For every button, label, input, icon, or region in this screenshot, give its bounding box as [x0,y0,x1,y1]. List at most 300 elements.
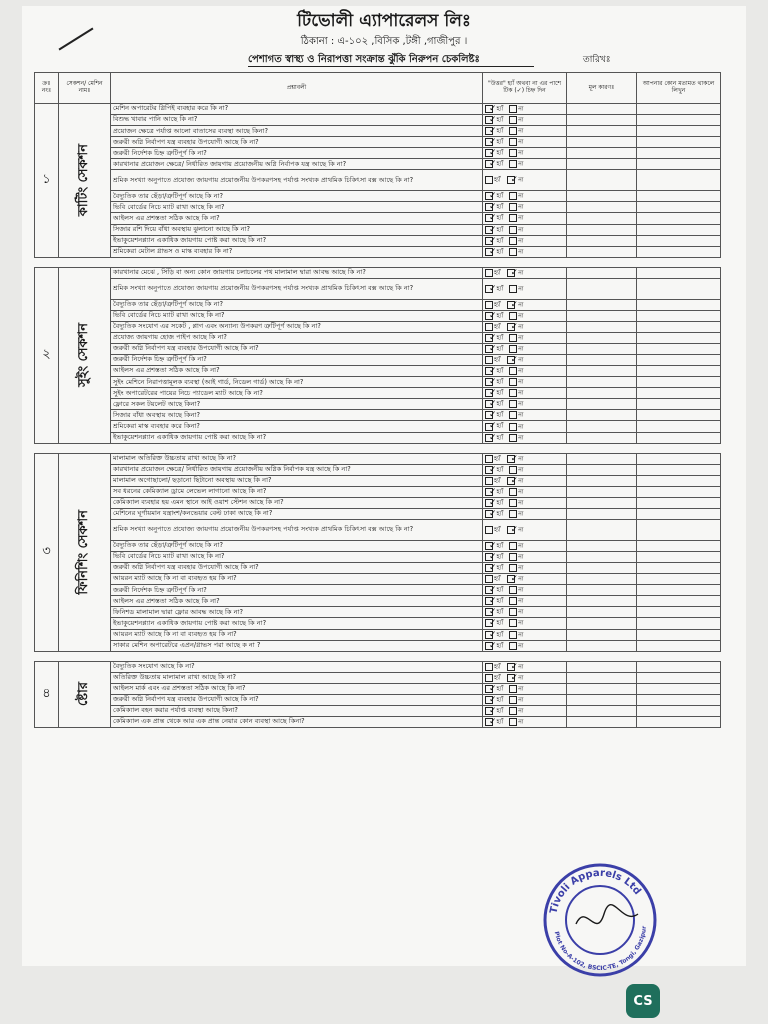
answer-option-yes[interactable] [485,115,503,125]
checkbox-no[interactable] [509,226,517,234]
answer-option-yes[interactable] [485,344,503,354]
root-cause-cell[interactable] [567,464,637,475]
answer-cell [483,202,567,213]
checkbox-no[interactable] [509,378,517,386]
root-cause-cell[interactable] [567,321,637,332]
suggestion-cell[interactable] [637,159,721,170]
answer-option-yes[interactable] [485,104,503,114]
root-cause-cell[interactable] [567,366,637,377]
answer-option-no[interactable] [509,488,523,496]
root-cause-cell[interactable] [567,332,637,343]
check-mark-icon: ✓ [489,213,497,224]
checkbox-no[interactable] [509,312,517,320]
suggestion-cell[interactable] [637,170,721,191]
answer-label-yes: হ্যাঁ [496,542,504,550]
suggestion-cell[interactable] [637,596,721,607]
answer-option-yes[interactable] [485,236,503,246]
checkbox-no[interactable] [509,586,517,594]
answer-option-yes[interactable] [485,377,503,387]
checklist-row [35,224,721,235]
answer-label-yes: হ্যাঁ [496,237,504,245]
suggestion-cell[interactable] [637,705,721,716]
root-cause-cell[interactable] [567,520,637,541]
answer-option-yes[interactable] [485,126,503,136]
check-mark-icon: ✓ [489,399,497,410]
answer-option-no[interactable] [507,525,524,535]
checkbox-no[interactable] [509,285,517,293]
checklist-row [35,191,721,202]
checkbox-no[interactable] [509,499,517,507]
suggestion-cell[interactable] [637,683,721,694]
suggestion-cell[interactable] [637,585,721,596]
answer-option-yes[interactable] [485,148,503,158]
answer-option-no[interactable] [509,718,523,726]
col-question-header: প্রশ্নাবলী [111,73,483,104]
answer-option-yes[interactable] [485,526,501,534]
root-cause-cell[interactable] [567,278,637,299]
answer-option-no[interactable] [509,192,523,200]
checkbox-yes[interactable] [485,455,493,463]
root-cause-cell[interactable] [567,672,637,683]
answer-option-yes[interactable] [485,563,503,573]
checkbox-no[interactable] [509,367,517,375]
checkbox-no[interactable] [509,423,517,431]
answer-cell [483,497,567,508]
answer-option-no[interactable] [509,619,523,627]
root-cause-cell[interactable] [567,388,637,399]
answer-option-yes[interactable] [485,176,501,184]
suggestion-cell[interactable] [637,640,721,651]
checkbox-no[interactable] [509,389,517,397]
root-cause-cell[interactable] [567,563,637,574]
suggestion-cell[interactable] [637,618,721,629]
answer-option-yes[interactable] [485,301,501,309]
answer-option-no[interactable] [509,597,523,605]
answer-option-yes[interactable] [485,465,503,475]
checkbox-no[interactable] [509,542,517,550]
checkbox-no[interactable] [509,214,517,222]
question-text: বৈদ্যুতিক তার ছেঁড়া/ত্রুটিপূর্ণ আছে কি না? [111,191,483,202]
checkbox-no[interactable] [509,192,517,200]
root-cause-cell[interactable] [567,410,637,421]
check-mark-icon: ✓ [489,683,497,694]
answer-option-no[interactable] [509,138,523,146]
answer-option-no[interactable] [509,434,523,442]
answer-option-no[interactable] [509,411,523,419]
root-cause-cell[interactable] [567,246,637,257]
answer-option-no[interactable] [509,285,523,293]
answer-option-yes[interactable] [485,159,503,169]
suggestion-cell[interactable] [637,520,721,541]
answer-option-no[interactable] [509,214,523,222]
answer-option-yes[interactable] [485,356,501,364]
suggestion-cell[interactable] [637,355,721,366]
suggestion-cell[interactable] [637,661,721,672]
root-cause-cell[interactable] [567,159,637,170]
answer-option-yes[interactable] [485,284,503,294]
checkbox-no[interactable] [509,400,517,408]
checklist-row [35,629,721,640]
answer-option-yes[interactable] [485,323,501,331]
root-cause-cell[interactable] [567,661,637,672]
checkbox-yes[interactable] [485,323,493,331]
answer-option-no[interactable] [509,127,523,135]
root-cause-cell[interactable] [567,213,637,224]
answer-option-yes[interactable] [485,213,503,223]
answer-option-no[interactable] [509,608,523,616]
answer-label-yes: হ্যাঁ [496,400,504,408]
checkbox-yes[interactable] [485,477,493,485]
answer-label-yes: হ্যাঁ [494,575,501,583]
question-text: জরুরী নির্দেশক চিহ্ন ত্রুটিপূর্ণ কি না? [111,148,483,159]
check-mark-icon: ✓ [489,202,497,213]
suggestion-cell[interactable] [637,607,721,618]
answer-option-yes[interactable] [485,630,503,640]
suggestion-cell[interactable] [637,388,721,399]
checkbox-no[interactable] [509,203,517,211]
answer-option-no[interactable] [509,696,523,704]
suggestion-cell[interactable] [637,486,721,497]
checkbox-yes[interactable] [485,301,493,309]
checkbox-no[interactable] [509,642,517,650]
answer-option-no[interactable] [509,237,523,245]
suggestion-cell[interactable] [637,137,721,148]
answer-option-no[interactable] [509,116,523,124]
root-cause-cell[interactable] [567,137,637,148]
root-cause-cell[interactable] [567,235,637,246]
checkbox-no[interactable] [509,718,517,726]
answer-option-yes[interactable] [485,399,503,409]
root-cause-cell[interactable] [567,475,637,486]
answer-option-no[interactable] [507,322,524,332]
answer-option-yes[interactable] [485,552,503,562]
answer-option-yes[interactable] [485,684,503,694]
suggestion-cell[interactable] [637,421,721,432]
check-mark-icon: ✓ [489,705,497,716]
suggestion-cell[interactable] [637,321,721,332]
answer-option-yes[interactable] [485,498,503,508]
answer-option-yes[interactable] [485,487,503,497]
answer-option-yes[interactable] [485,585,503,595]
checkbox-no[interactable] [509,138,517,146]
answer-option-yes[interactable] [485,674,501,682]
answer-option-yes[interactable] [485,269,501,277]
checkbox-no[interactable] [509,510,517,518]
checkbox-no[interactable] [509,434,517,442]
answer-option-no[interactable] [509,312,523,320]
answer-option-no[interactable] [509,707,523,715]
answer-option-yes[interactable] [485,596,503,606]
answer-option-no[interactable] [507,574,524,584]
suggestion-cell[interactable] [637,343,721,354]
checkbox-no[interactable] [509,597,517,605]
answer-option-no[interactable] [509,499,523,507]
root-cause-cell[interactable] [567,705,637,716]
answer-option-yes[interactable] [485,477,501,485]
root-cause-cell[interactable] [567,421,637,432]
answer-option-no[interactable] [507,662,524,672]
checkbox-no[interactable] [509,116,517,124]
answer-option-no[interactable] [509,423,523,431]
suggestion-cell[interactable] [637,464,721,475]
company-name: টিভোলী এ্যাপারেলস লিঃ [297,11,471,31]
checkbox-no[interactable] [509,608,517,616]
answer-option-no[interactable] [509,510,523,518]
answer-option-yes[interactable] [485,225,503,235]
checkbox-no[interactable] [509,160,517,168]
answer-option-yes[interactable] [485,663,501,671]
suggestion-cell[interactable] [637,310,721,321]
check-mark-icon: ✓ [510,475,519,486]
check-mark-icon: ✓ [489,343,497,354]
question-text: আইলস মার্ক এবং এর প্রশস্ততা সঠিক আছে কি না? [111,683,483,694]
check-mark-icon: ✓ [489,115,497,126]
root-cause-cell[interactable] [567,585,637,596]
suggestion-cell[interactable] [637,497,721,508]
answer-option-yes[interactable] [485,333,503,343]
checkbox-yes[interactable] [485,663,493,671]
stamp-outer-ring [545,865,655,975]
root-cause-cell[interactable] [567,453,637,464]
suggestion-cell[interactable] [637,267,721,278]
suggestion-cell[interactable] [637,202,721,213]
answer-label-yes: হ্যাঁ [496,642,504,650]
suggestion-cell[interactable] [637,453,721,464]
checkbox-yes[interactable] [485,526,493,534]
checkbox-no[interactable] [509,696,517,704]
suggestion-cell[interactable] [637,629,721,640]
answer-option-yes[interactable] [485,509,503,519]
answer-label-no: না [518,301,524,309]
answer-label-yes: হ্যাঁ [496,707,504,715]
check-mark-icon: ✓ [489,596,497,607]
suggestion-cell[interactable] [637,213,721,224]
answer-option-no[interactable] [509,248,523,256]
checklist-row [35,618,721,629]
checkbox-no[interactable] [509,631,517,639]
suggestion-cell[interactable] [637,509,721,520]
checkbox-no[interactable] [509,237,517,245]
answer-option-no[interactable] [509,553,523,561]
checkbox-no[interactable] [509,105,517,113]
answer-option-yes[interactable] [485,695,503,705]
suggestion-cell[interactable] [637,191,721,202]
checklist-row [35,115,721,126]
checkbox-yes[interactable] [485,269,493,277]
answer-option-yes[interactable] [485,706,503,716]
checkbox-yes[interactable] [485,356,493,364]
root-cause-cell[interactable] [567,540,637,551]
root-cause-cell[interactable] [567,629,637,640]
checkbox-no[interactable] [509,553,517,561]
root-cause-cell[interactable] [567,399,637,410]
answer-option-no[interactable] [509,642,523,650]
suggestion-cell[interactable] [637,432,721,443]
root-cause-cell[interactable] [567,126,637,137]
checkbox-no[interactable] [509,466,517,474]
answer-option-yes[interactable] [485,202,503,212]
root-cause-cell[interactable] [567,343,637,354]
suggestion-cell[interactable] [637,366,721,377]
answer-option-yes[interactable] [485,410,503,420]
suggestion-cell[interactable] [637,563,721,574]
suggestion-cell[interactable] [637,399,721,410]
answer-option-no[interactable] [509,389,523,397]
answer-option-yes[interactable] [485,607,503,617]
answer-option-yes[interactable] [485,641,503,651]
answer-option-yes[interactable] [485,191,503,201]
suggestion-cell[interactable] [637,332,721,343]
suggestion-cell[interactable] [637,551,721,562]
answer-option-yes[interactable] [485,717,503,727]
answer-option-no[interactable] [507,673,524,683]
answer-label-no: না [518,149,524,157]
answer-option-yes[interactable] [485,366,503,376]
root-cause-cell[interactable] [567,224,637,235]
answer-label-no: না [518,323,524,331]
checkbox-yes[interactable] [485,575,493,583]
answer-option-no[interactable] [509,105,523,113]
answer-label-no: না [518,269,524,277]
answer-option-yes[interactable] [485,421,503,431]
suggestion-cell[interactable] [637,475,721,486]
root-cause-cell[interactable] [567,170,637,191]
answer-option-yes[interactable] [485,541,503,551]
answer-option-no[interactable] [509,564,523,572]
answer-option-yes[interactable] [485,575,501,583]
root-cause-cell[interactable] [567,191,637,202]
answer-option-no[interactable] [507,454,524,464]
root-cause-cell[interactable] [567,310,637,321]
answer-option-yes[interactable] [485,311,503,321]
answer-option-no[interactable] [509,367,523,375]
suggestion-cell[interactable] [637,299,721,310]
checkbox-no[interactable] [509,619,517,627]
answer-option-no[interactable] [509,685,523,693]
suggestion-cell[interactable] [637,115,721,126]
checkbox-no[interactable] [509,345,517,353]
answer-option-no[interactable] [509,226,523,234]
checkbox-no[interactable] [509,685,517,693]
answer-label-no: না [518,192,524,200]
answer-option-no[interactable] [507,476,524,486]
answer-option-no[interactable] [507,268,524,278]
answer-option-no[interactable] [509,466,523,474]
checkbox-yes[interactable] [485,176,493,184]
checklist-row [35,246,721,257]
checkbox-no[interactable] [509,149,517,157]
answer-option-no[interactable] [509,203,523,211]
answer-option-yes[interactable] [485,433,503,443]
check-mark-icon: ✓ [510,267,519,278]
suggestion-cell[interactable] [637,104,721,115]
root-cause-cell[interactable] [567,551,637,562]
suggestion-cell[interactable] [637,717,721,728]
answer-option-no[interactable] [509,400,523,408]
answer-option-yes[interactable] [485,618,503,628]
root-cause-cell[interactable] [567,432,637,443]
root-cause-cell[interactable] [567,497,637,508]
root-cause-cell[interactable] [567,640,637,651]
answer-option-yes[interactable] [485,455,501,463]
suggestion-cell[interactable] [637,410,721,421]
checkbox-no[interactable] [509,564,517,572]
checkbox-yes[interactable] [485,674,493,682]
answer-label-no: না [518,160,524,168]
root-cause-cell[interactable] [567,717,637,728]
answer-cell [483,410,567,421]
suggestion-cell[interactable] [637,574,721,585]
suggestion-cell[interactable] [637,148,721,159]
answer-option-yes[interactable] [485,388,503,398]
root-cause-cell[interactable] [567,202,637,213]
answer-option-no[interactable] [509,149,523,157]
root-cause-cell[interactable] [567,607,637,618]
suggestion-cell[interactable] [637,235,721,246]
suggestion-cell[interactable] [637,377,721,388]
root-cause-cell[interactable] [567,267,637,278]
answer-option-no[interactable] [509,378,523,386]
root-cause-cell[interactable] [567,618,637,629]
root-cause-cell[interactable] [567,148,637,159]
answer-cell [483,683,567,694]
suggestion-cell[interactable] [637,278,721,299]
root-cause-cell[interactable] [567,683,637,694]
root-cause-cell[interactable] [567,115,637,126]
checkbox-no[interactable] [509,707,517,715]
checkbox-no[interactable] [509,334,517,342]
suggestion-cell[interactable] [637,540,721,551]
answer-option-no[interactable] [509,160,523,168]
answer-option-no[interactable] [509,542,523,550]
root-cause-cell[interactable] [567,486,637,497]
root-cause-cell[interactable] [567,355,637,366]
root-cause-cell[interactable] [567,694,637,705]
answer-option-no[interactable] [509,631,523,639]
suggestion-cell[interactable] [637,694,721,705]
answer-option-yes[interactable] [485,137,503,147]
answer-option-no[interactable] [509,586,523,594]
suggestion-cell[interactable] [637,224,721,235]
root-cause-cell[interactable] [567,377,637,388]
answer-cell [483,432,567,443]
suggestion-cell[interactable] [637,246,721,257]
answer-option-no[interactable] [507,175,524,185]
checkbox-no[interactable] [509,488,517,496]
answer-option-no[interactable] [507,300,524,310]
answer-label-no: না [518,367,524,375]
answer-cell [483,694,567,705]
answer-label-yes: হ্যাঁ [496,214,504,222]
answer-option-no[interactable] [509,334,523,342]
root-cause-cell[interactable] [567,574,637,585]
checkbox-no[interactable] [509,411,517,419]
suggestion-cell[interactable] [637,672,721,683]
root-cause-cell[interactable] [567,509,637,520]
answer-option-no[interactable] [507,355,524,365]
checkbox-no[interactable] [509,248,517,256]
root-cause-cell[interactable] [567,299,637,310]
root-cause-cell[interactable] [567,596,637,607]
answer-label-no: না [518,663,524,671]
answer-label-no: না [518,619,524,627]
root-cause-cell[interactable] [567,104,637,115]
answer-option-no[interactable] [509,345,523,353]
suggestion-cell[interactable] [637,126,721,137]
answer-label-no: না [518,226,524,234]
answer-option-yes[interactable] [485,247,503,257]
checkbox-no[interactable] [509,127,517,135]
